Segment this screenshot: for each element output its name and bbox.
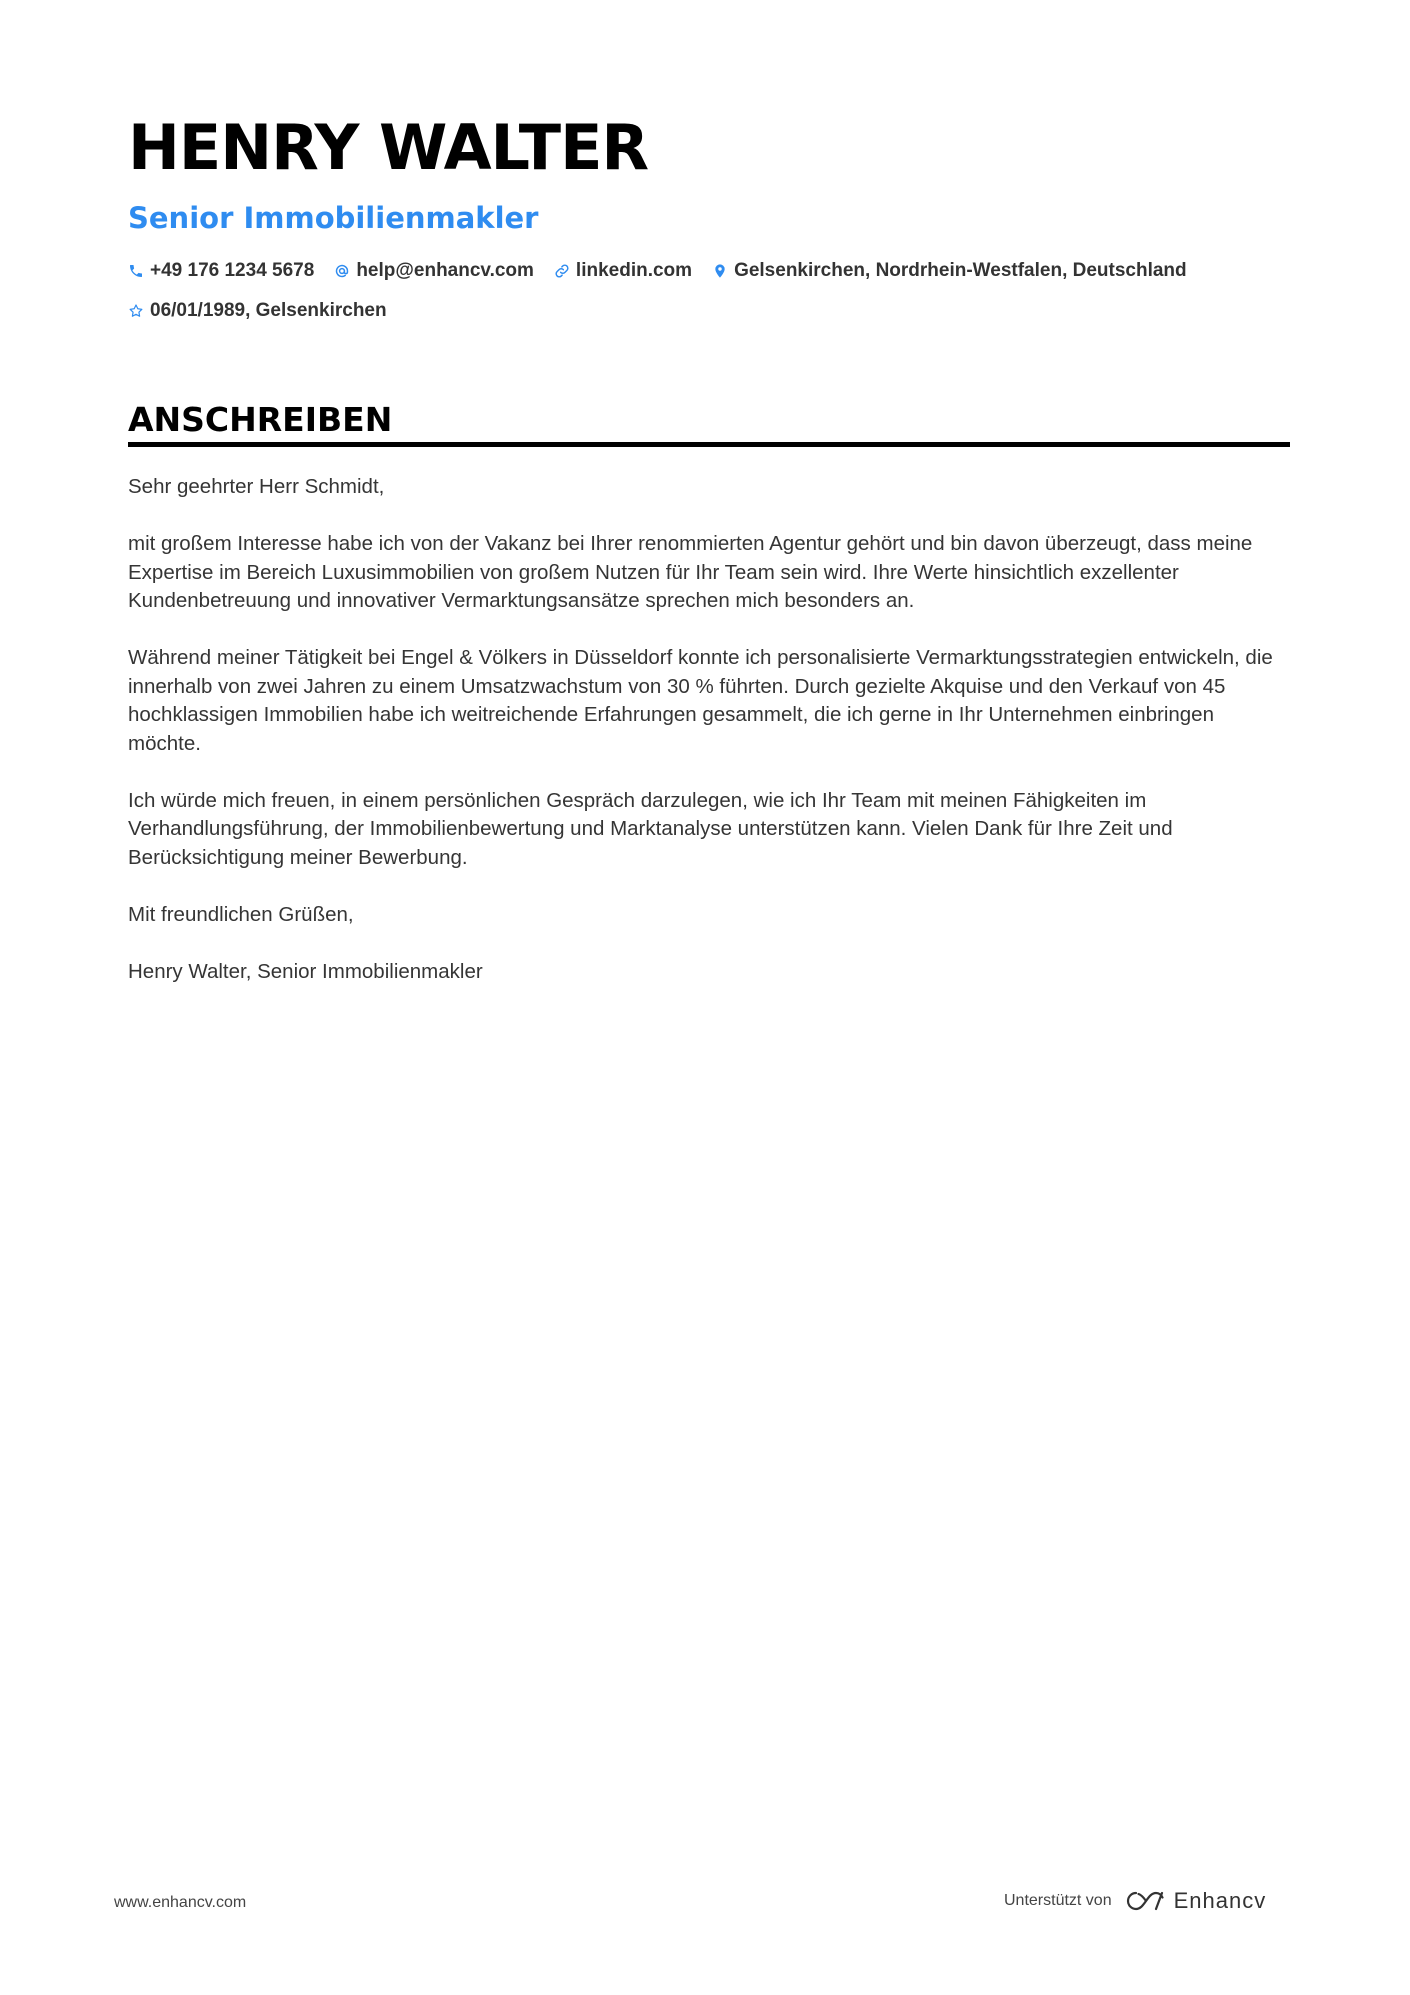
contact-info	[128, 258, 1290, 324]
letter-salutation: Sehr geehrter Herr Schmidt,	[128, 475, 385, 498]
contact-birth	[128, 298, 387, 324]
location-pin-icon	[712, 263, 728, 279]
footer-website[interactable]: www.enhancv.com	[114, 1894, 247, 1911]
contact-email[interactable]	[334, 258, 534, 284]
contact-location-text: Gelsenkirchen, Nordrhein-Westfalen, Deutschland	[734, 260, 1187, 281]
footer-branding[interactable]	[1004, 1888, 1266, 1914]
link-icon	[554, 263, 570, 279]
contact-linkedin[interactable]	[554, 258, 692, 284]
letter-paragraph: Ich würde mich freuen, in einem persönlichen Gespräch darzulegen, wie ich Ihr Team mit meinen Fähigkeiten im Verhandlungsführung, der Immobilienbewertung und Marktanalyse unterstützen kann. Vielen Dank für Ihre Zeit und Berücksichtigung meiner Bewerbung.	[128, 788, 1173, 869]
candidate-name: HENRY WALTER	[128, 111, 649, 184]
contact-phone-text: +49 176 1234 5678	[150, 260, 315, 281]
contact-location	[712, 258, 1187, 284]
phone-icon	[128, 263, 144, 279]
at-icon	[334, 263, 350, 279]
cover-letter-page	[128, 110, 1290, 1015]
letter-closing: Mit freundlichen Grüßen,	[128, 902, 354, 926]
section-title: ANSCHREIBEN	[128, 400, 1290, 447]
job-title: Senior Immobilienmakler	[128, 201, 539, 235]
letter-signature: Henry Walter, Senior Immobilienmakler	[128, 959, 483, 983]
letter-paragraph: Während meiner Tätigkeit bei Engel & Völkers in Düsseldorf konnte ich personalisierte Vermarktungsstrategien entwickeln, die innerhalb von zwei Jahren zu einem Umsatzwachstum von 30 % führten. Durch gezielte Akquise und den Verkauf von 45 hochklassigen Immobilien habe ich weitreichende Erfahrungen gesammelt, die ich gerne in Ihr Unternehmen einbringen möchte.	[128, 646, 1273, 755]
enhancv-brand-text: Enhancv	[1173, 1888, 1267, 1913]
letter-paragraph: mit großem Interesse habe ich von der Vakanz bei Ihrer renommierten Agentur gehört und bin davon überzeugt, dass meine Expertise im Bereich Luxusimmobilien von großem Nutzen für Ihr Team sein wird. Ihre Werte hinsichtlich exzellenter Kundenbetreuung und innovativer Vermarktungsansätze sprechen mich besonders an.	[128, 532, 1253, 612]
letter-body	[128, 473, 1290, 986]
contact-phone	[128, 258, 314, 284]
contact-birth-text: 06/01/1989, Gelsenkirchen	[150, 300, 387, 321]
contact-email-text: help@enhancv.com	[356, 260, 534, 281]
star-icon	[128, 303, 144, 319]
contact-linkedin-text: linkedin.com	[575, 260, 693, 281]
enhancv-logo-icon	[1124, 1889, 1168, 1913]
powered-by-text: Unterstützt von	[1004, 1892, 1112, 1909]
